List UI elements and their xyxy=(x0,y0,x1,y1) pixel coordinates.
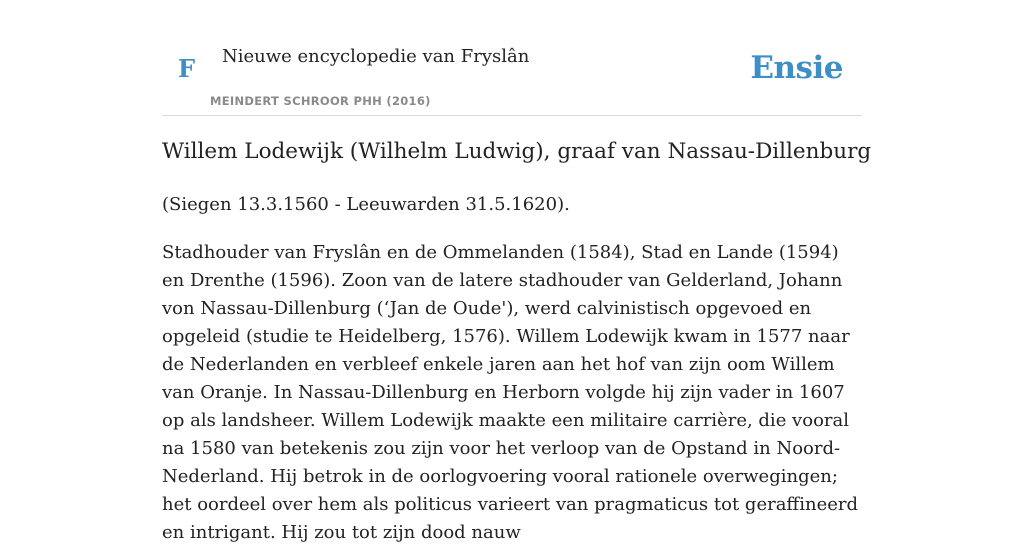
book-logo-icon[interactable]: F xyxy=(178,54,196,83)
book-author: MEINDERT SCHROOR PHH (2016) xyxy=(210,94,431,108)
ensie-logo[interactable]: Ensie xyxy=(750,50,843,86)
article-lifespan: (Siegen 13.3.1560 - Leeuwarden 31.5.1620). xyxy=(162,194,570,215)
article-title: Willem Lodewijk (Wilhelm Ludwig), graaf van Nassau-Dillenburg xyxy=(162,139,872,164)
book-header xyxy=(162,0,862,116)
article-page xyxy=(162,0,872,543)
book-title-link[interactable]: Nieuwe encyclopedie van Fryslân xyxy=(222,46,530,67)
article-body: Stadhouder van Fryslân en de Ommelanden (1584), Stad en Lande (1594) en Drenthe (1596). Zoon van de latere stadhouder van Gelderland, Johann von Nassau-Dillenburg (‘Jan de Oude'), werd calvinistisch opgevoed en opgeleid (studie te Heidelberg, 1576). Willem Lodewijk kwam in 1577 naar de Nederlanden en verbleef enkele jaren aan het hof van zijn oom Willem van Oranje. In Nassau-Dillenburg en Herborn volgde hij zijn vader in 1607 op als landsheer. Willem Lodewijk maakte een militaire carrière, die vooral na 1580 van betekenis zou zijn voor het verloop van de Opstand in Noord-Nederland. Hij betrok in de oorlogvoering vooral rationele overwegingen; het oordeel over hem als politicus varieert van pragmaticus tot geraffineerd en intrigant. Hij zou tot zijn dood nauw xyxy=(162,242,858,543)
